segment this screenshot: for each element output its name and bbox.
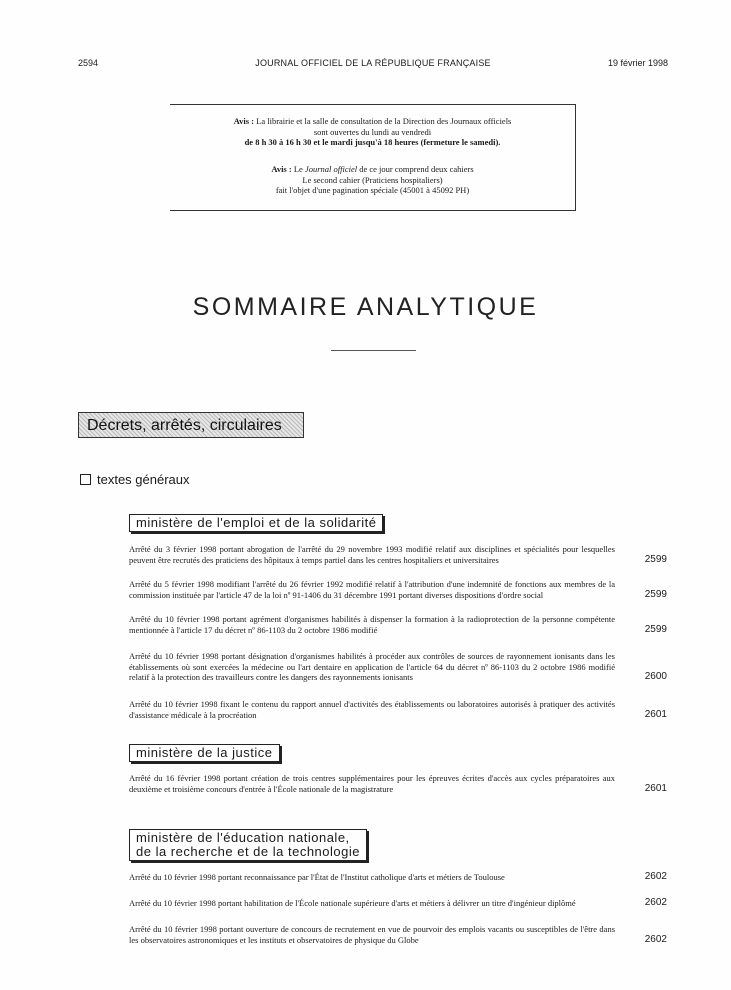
- entry-page: 2600: [644, 671, 667, 682]
- toc-entry[interactable]: [129, 579, 667, 600]
- toc-entry[interactable]: [129, 651, 667, 683]
- entry-page: 2602: [644, 871, 667, 882]
- entry-page: 2602: [644, 933, 667, 945]
- entry-text: Arrêté du 10 février 1998 portant agrément d'organismes habilités à dispenser la formation à la radioprotection de la personne compétente mentionnée à l'article 17 du décret nº 86-1103 du 2 octobre 1986 modifié: [129, 614, 615, 635]
- issue-date: 19 février 1998: [607, 58, 668, 68]
- subsection-heading: [80, 472, 190, 487]
- toc-entry[interactable]: [129, 544, 667, 565]
- page-number: 2594: [78, 58, 99, 68]
- toc-entry[interactable]: [129, 773, 667, 794]
- page-title: SOMMAIRE ANALYTIQUE: [192, 293, 539, 321]
- notice-box: [170, 104, 576, 211]
- notice-top-rule: [170, 104, 575, 105]
- entry-text: Arrêté du 10 février 1998 portant reconnaissance par l'État de l'Institut catholique d'arts et métiers de Toulouse: [129, 872, 505, 882]
- notice-line: de 8 h 30 à 16 h 30 et le mardi jusqu'à 18 heures (fermeture le samedi).: [244, 137, 501, 147]
- toc-entry[interactable]: [129, 614, 667, 635]
- ministry-name: de la recherche et de la technologie: [136, 844, 360, 859]
- toc-entry[interactable]: [129, 699, 667, 720]
- ministry-name: ministère de la justice: [136, 745, 273, 760]
- ministry-name: ministère de l'emploi et de la solidarité: [136, 515, 377, 530]
- page-header: [78, 58, 668, 72]
- ministry-heading: [129, 829, 367, 861]
- entry-page: 2601: [644, 782, 667, 794]
- entry-page: 2602: [644, 897, 667, 908]
- ministry-heading: [129, 744, 280, 762]
- notice-journal-name: Journal officiel: [304, 164, 358, 174]
- notice-label: Avis :: [271, 164, 292, 174]
- entry-page: 2599: [644, 623, 667, 635]
- ministry-heading: [129, 514, 383, 532]
- entry-page: 2599: [644, 553, 667, 565]
- entry-text: Arrêté du 10 février 1998 portant désignation d'organismes habilités à procéder aux contrôles de sources de rayonnement ionisants dans les établissements où sont exercées la médecine ou l'art dentaire en application de l'article 64 du décret nº 86-1103 du 2 octobre 1986 modifié relatif à la protection des travailleurs contre les dangers des rayonnements ionisants: [129, 651, 615, 682]
- journal-title: JOURNAL OFFICIEL DE LA RÉPUBLIQUE FRANÇAISE: [255, 58, 491, 68]
- toc-entry[interactable]: [129, 924, 667, 945]
- title-divider: [331, 350, 416, 351]
- entry-page: 2599: [644, 588, 667, 600]
- toc-entry[interactable]: [129, 898, 667, 909]
- ministry-name: ministère de l'éducation nationale,: [136, 830, 350, 845]
- checkbox-square-icon: [80, 474, 91, 485]
- entry-text: Arrêté du 10 février 1998 portant habilitation de l'École nationale supérieure d'arts et métiers à délivrer un titre d'ingénieur diplômé: [129, 898, 576, 908]
- entry-text: Arrêté du 16 février 1998 portant création de trois centres supplémentaires pour les épreuves écrites d'accès aux cycles préparatoires aux deuxième et troisième concours d'entrée à l'École nationale de la magistrature: [129, 773, 615, 794]
- entry-text: Arrêté du 10 février 1998 portant ouverture de concours de recrutement en vue de pourvoir des emplois vacants ou susceptibles de l'être dans les observatoires astronomiques et les instituts et observatoires de physique du Globe: [129, 924, 615, 945]
- toc-entry[interactable]: [129, 872, 667, 883]
- entry-text: Arrêté du 5 février 1998 modifiant l'arrêté du 26 février 1992 modifié relatif à l'attribution d'une indemnité de fonctions aux membres de la commission instituée par l'article 47 de la loi nº 91-1406 du 31 décembre 1991 portant diverses dispositions d'ordre social: [129, 579, 615, 600]
- notice-label: Avis :: [233, 116, 255, 126]
- entry-page: 2601: [644, 708, 667, 720]
- notice-line: La librairie et la salle de consultation de la Direction des Journaux officiels: [256, 116, 512, 126]
- entry-text: Arrêté du 3 février 1998 portant abrogation de l'arrêté du 29 novembre 1993 modifié relatif aux disciplines et spécialités pour lesquelles peuvent être recrutés des praticiens des hôpitaux à temps partiel dans les centres hospitaliers et universitaires: [129, 544, 615, 565]
- notice-line: de ce jour comprend deux cahiers: [359, 164, 474, 174]
- notice-line: sont ouvertes du lundi au vendredi: [313, 126, 432, 137]
- notice-hours: [170, 116, 575, 148]
- section-heading: Décrets, arrêtés, circulaires: [78, 412, 304, 438]
- notice-line: Le: [293, 164, 303, 174]
- subsection-label: textes généraux: [97, 472, 190, 487]
- notice-line: fait l'objet d'une pagination spéciale (45001 à 45092 PH): [275, 185, 470, 195]
- notice-line: Le second cahier (Praticiens hospitaliers): [302, 174, 443, 185]
- notice-cahiers: [170, 164, 575, 196]
- entry-text: Arrêté du 10 février 1998 fixant le contenu du rapport annuel d'activités des établissements ou laboratoires autorisés à pratiquer des activités d'assistance médicale à la procréation: [129, 699, 615, 720]
